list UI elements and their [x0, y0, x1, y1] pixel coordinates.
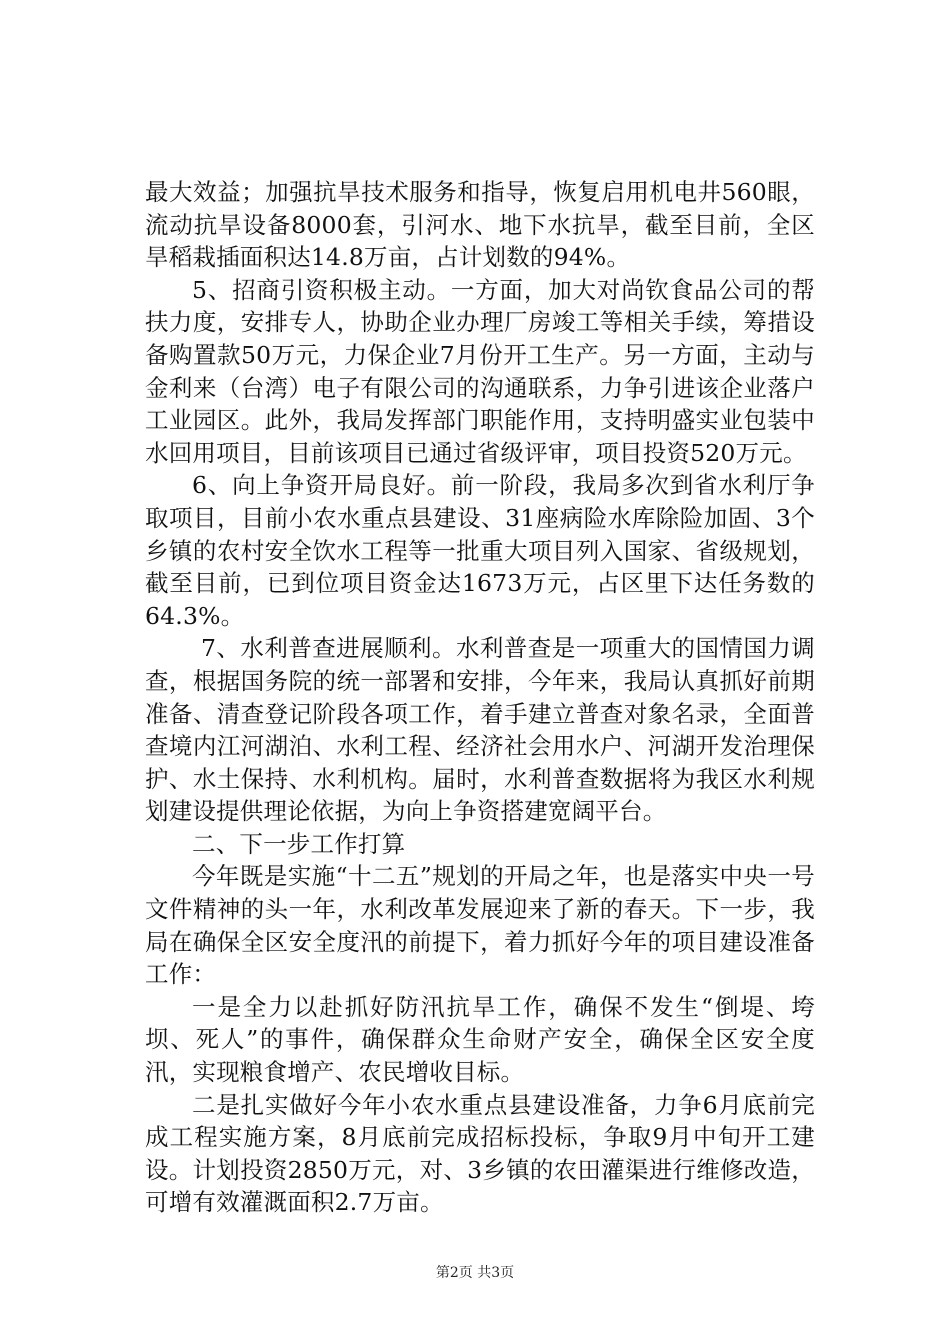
paragraph-flood-control: 一是全力以赴抓好防汛抗旱工作，确保不发生“倒堤、垮坝、死人”的事件，确保群众生命财产安全，确保全区安全度汛，实现粮食增产、农民增收目标。	[145, 992, 815, 1087]
paragraph-funding-acquisition: 6、向上争资开局良好。前一阶段，我局多次到省水利厅争取项目，目前小农水重点县建设、31座病险水库除险加固、3个乡镇的农村安全饮水工程等一批重大项目列入国家、省级规划，截至目前，已到位项目资金达1673万元，占区里下达任务数的64.3%。	[145, 471, 815, 630]
paragraph-investment-attraction: 5、招商引资积极主动。一方面，加大对尚钦食品公司的帮扶力度，安排专人，协助企业办理厂房竣工等相关手续，筹措设备购置款50万元，力保企业7月份开工生产。另一方面，主动与金利来（台湾）电子有限公司的沟通联系，力争引进该企业落户工业园区。此外，我局发挥部门职能作用，支持明盛实业包装中水回用项目，目前该项目已通过省级评审，项目投资520万元。	[145, 275, 815, 467]
paragraph-water-census: 7、水利普查进展顺利。水利普查是一项重大的国情国力调查，根据国务院的统一部署和安排，今年来，我局认真抓好前期准备、清查登记阶段各项工作，着手建立普查对象名录，全面普查境内江河湖泊、水利工程、经济社会用水户、河湖开发治理保护、水土保持、水利机构。届时，水利普查数据将为我区水利规划建设提供理论依据，为向上争资搭建宽阔平台。	[145, 634, 815, 826]
paragraph-next-steps-intro: 今年既是实施“十二五”规划的开局之年，也是落实中央一号文件精神的头一年，水利改革发展迎来了新的春天。下一步，我局在确保全区安全度汛的前提下，着力抓好今年的项目建设准备工作：	[145, 862, 815, 989]
document-body	[145, 176, 815, 1219]
page-number-footer: 第2页 共3页	[435, 1265, 515, 1281]
paragraph-drought-relief-continued: 最大效益；加强抗旱技术服务和指导，恢复启用机电井560眼，流动抗旱设备8000套，引河水、地下水抗旱，截至目前，全区旱稻栽插面积达14.8万亩，占计划数的94%。	[145, 178, 815, 272]
section-heading-next-steps: 二、下一步工作打算	[192, 829, 406, 858]
paragraph-small-irrigation: 二是扎实做好今年小农水重点县建设准备，力争6月底前完成工程实施方案，8月底前完成招标投标，争取9月中旬开工建设。计划投资2850万元，对、3乡镇的农田灌渠进行维修改造，可增有效灌溉面积2.7万亩。	[145, 1090, 815, 1217]
